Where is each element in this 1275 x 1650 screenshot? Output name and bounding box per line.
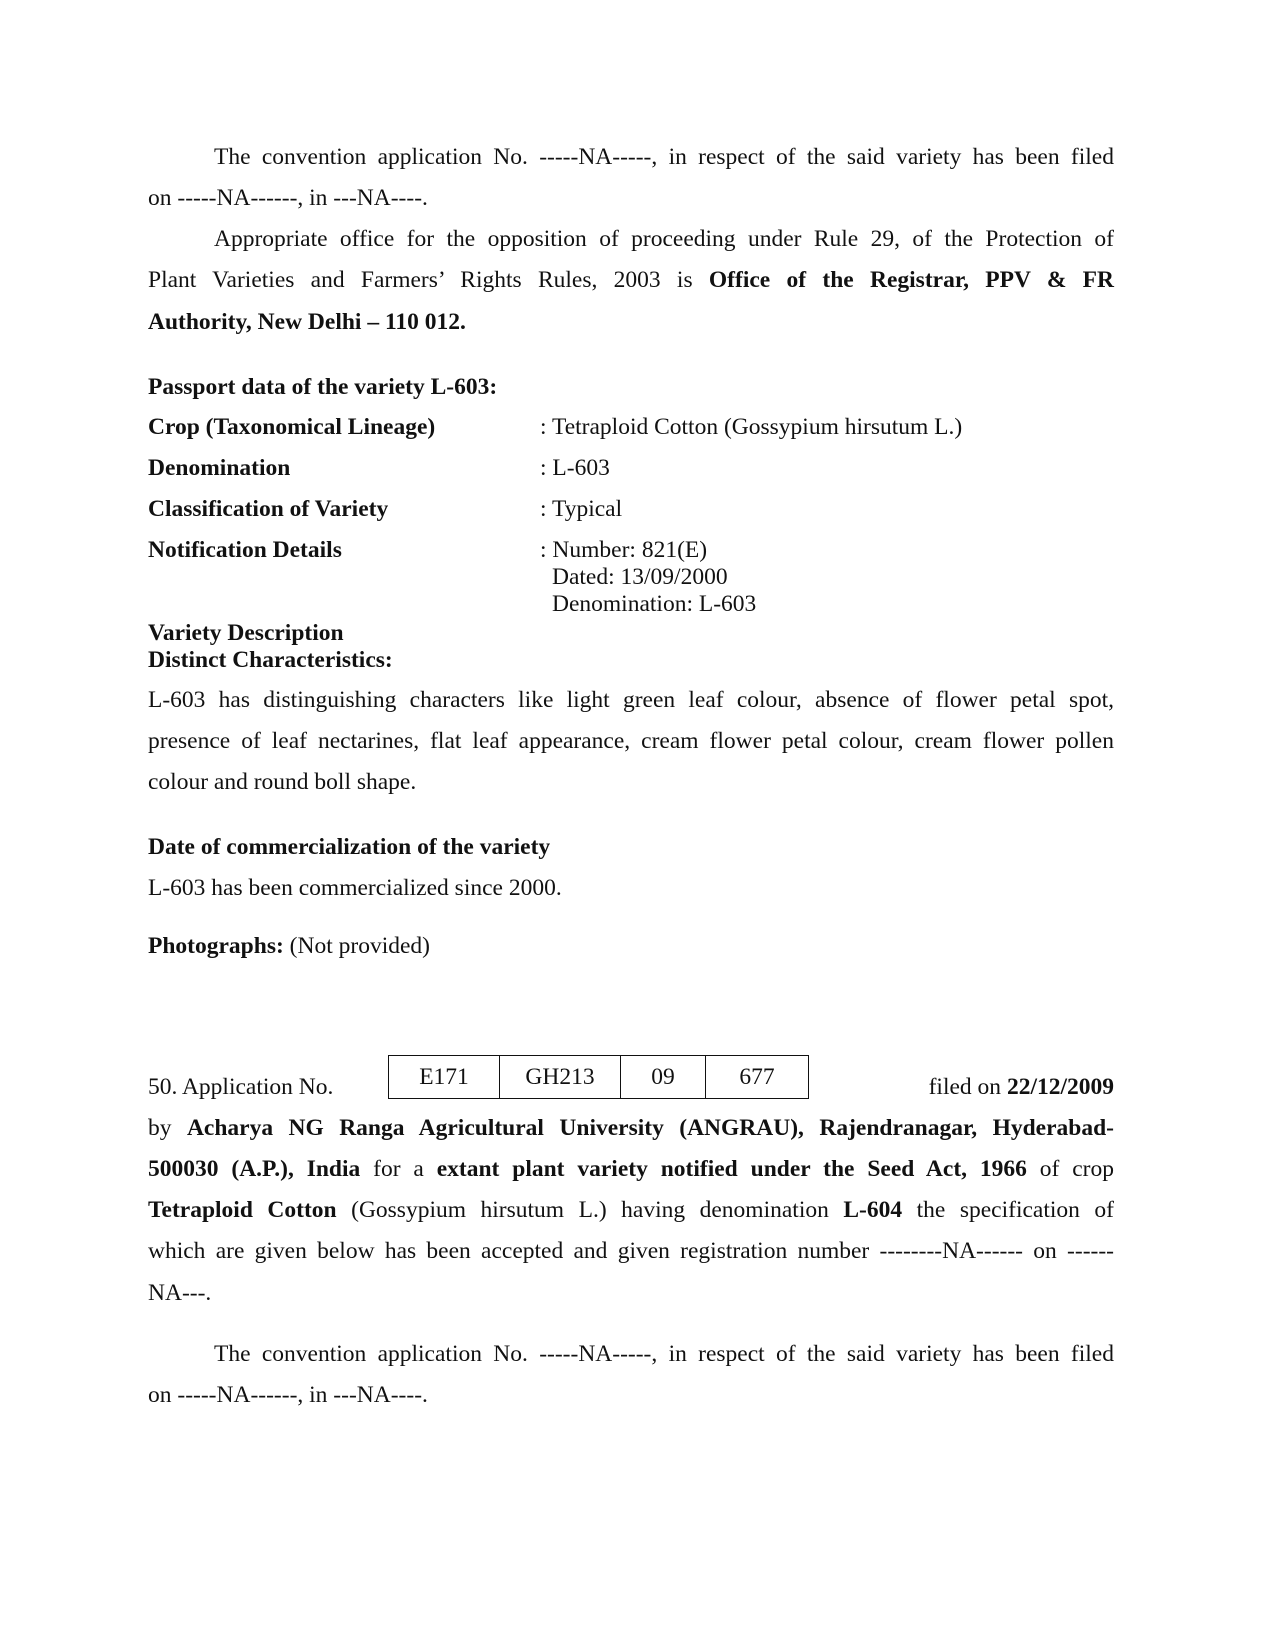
- office-text: Plant Varieties and Farmers’ Rights Rules, 2003 is: [148, 267, 709, 293]
- convention-paragraph-line: The convention application No. -----NA-----, in respect of the said variety has been filed: [214, 144, 1114, 170]
- application-number-boxes: [388, 1055, 809, 1099]
- denomination-text: (Gossypium hirsutum L.) having denomination: [336, 1197, 844, 1223]
- filed-date: 22/12/2009: [1006, 1074, 1114, 1100]
- by-text: by: [148, 1115, 187, 1141]
- passport-heading: Passport data of the variety L-603:: [148, 374, 498, 400]
- commercialization-text: L-603 has been commercialized since 2000.: [148, 875, 562, 901]
- notification-denomination: Denomination: L-603: [552, 591, 757, 617]
- of-crop-text: of crop: [1026, 1156, 1114, 1182]
- application-box: E171: [389, 1056, 500, 1099]
- filed-on: [929, 1073, 1114, 1101]
- application-paragraph-line: [148, 1114, 1114, 1142]
- application-box: GH213: [500, 1056, 621, 1099]
- denomination-name: L-604: [843, 1197, 903, 1223]
- application-paragraph-line: [148, 1196, 1114, 1224]
- application-box: 677: [706, 1056, 809, 1099]
- description-line: presence of leaf nectarines, flat leaf appearance, cream flower petal colour, cream flower pollen: [148, 728, 1114, 754]
- crop-label: Crop (Taxonomical Lineage): [148, 414, 436, 440]
- denomination-value: : L-603: [540, 455, 610, 481]
- variety-description-heading: Variety Description: [148, 620, 344, 646]
- filed-on-label: filed on: [928, 1074, 1007, 1100]
- office-paragraph-line: Appropriate office for the opposition of proceeding under Rule 29, of the Protection of: [214, 226, 1114, 252]
- specification-text: the specification of: [902, 1197, 1114, 1223]
- application-paragraph-line: [148, 1155, 1114, 1183]
- office-address: Authority, New Delhi – 110 012.: [148, 309, 466, 335]
- variety-category: extant plant variety notified under the Seed Act, 1966: [436, 1156, 1027, 1182]
- crop-value: : Tetraploid Cotton (Gossypium hirsutum L.): [540, 414, 963, 440]
- commercialization-heading: Date of commercialization of the variety: [148, 834, 551, 860]
- notification-dated: Dated: 13/09/2000: [552, 564, 728, 590]
- office-name: Office of the Registrar, PPV & FR: [708, 267, 1115, 293]
- convention-paragraph-line: on -----NA------, in ---NA----.: [148, 185, 428, 211]
- application-number-label: 50. Application No.: [148, 1074, 334, 1100]
- photographs-text: (Not provided): [283, 933, 430, 959]
- application-paragraph-line: NA---.: [148, 1280, 212, 1306]
- photographs-label: Photographs:: [148, 933, 284, 959]
- application-paragraph-line: which are given below has been accepted and given registration number --------NA------ on ------: [148, 1238, 1114, 1264]
- description-line: L-603 has distinguishing characters like light green leaf colour, absence of flower petal spot,: [148, 687, 1114, 713]
- denomination-label: Denomination: [148, 455, 291, 481]
- convention-paragraph-line: The convention application No. -----NA-----, in respect of the said variety has been filed: [214, 1341, 1114, 1367]
- applicant-address: 500030 (A.P.), India: [148, 1156, 361, 1182]
- convention-paragraph-line: on -----NA------, in ---NA----.: [148, 1382, 428, 1408]
- office-paragraph-line: [148, 266, 1114, 294]
- applicant-name: Acharya NG Ranga Agricultural University (ANGRAU), Rajendranagar, Hyderabad-: [186, 1115, 1114, 1141]
- notification-number: : Number: 821(E): [540, 537, 708, 563]
- notification-label: Notification Details: [148, 537, 342, 563]
- classification-label: Classification of Variety: [148, 496, 389, 522]
- crop-name: Tetraploid Cotton: [148, 1197, 337, 1223]
- photographs-line: [148, 932, 430, 960]
- description-line: colour and round boll shape.: [148, 769, 417, 795]
- classification-value: : Typical: [540, 496, 623, 522]
- distinct-characteristics-heading: Distinct Characteristics:: [148, 647, 393, 673]
- application-box: 09: [621, 1056, 706, 1099]
- for-a-text: for a: [360, 1156, 437, 1182]
